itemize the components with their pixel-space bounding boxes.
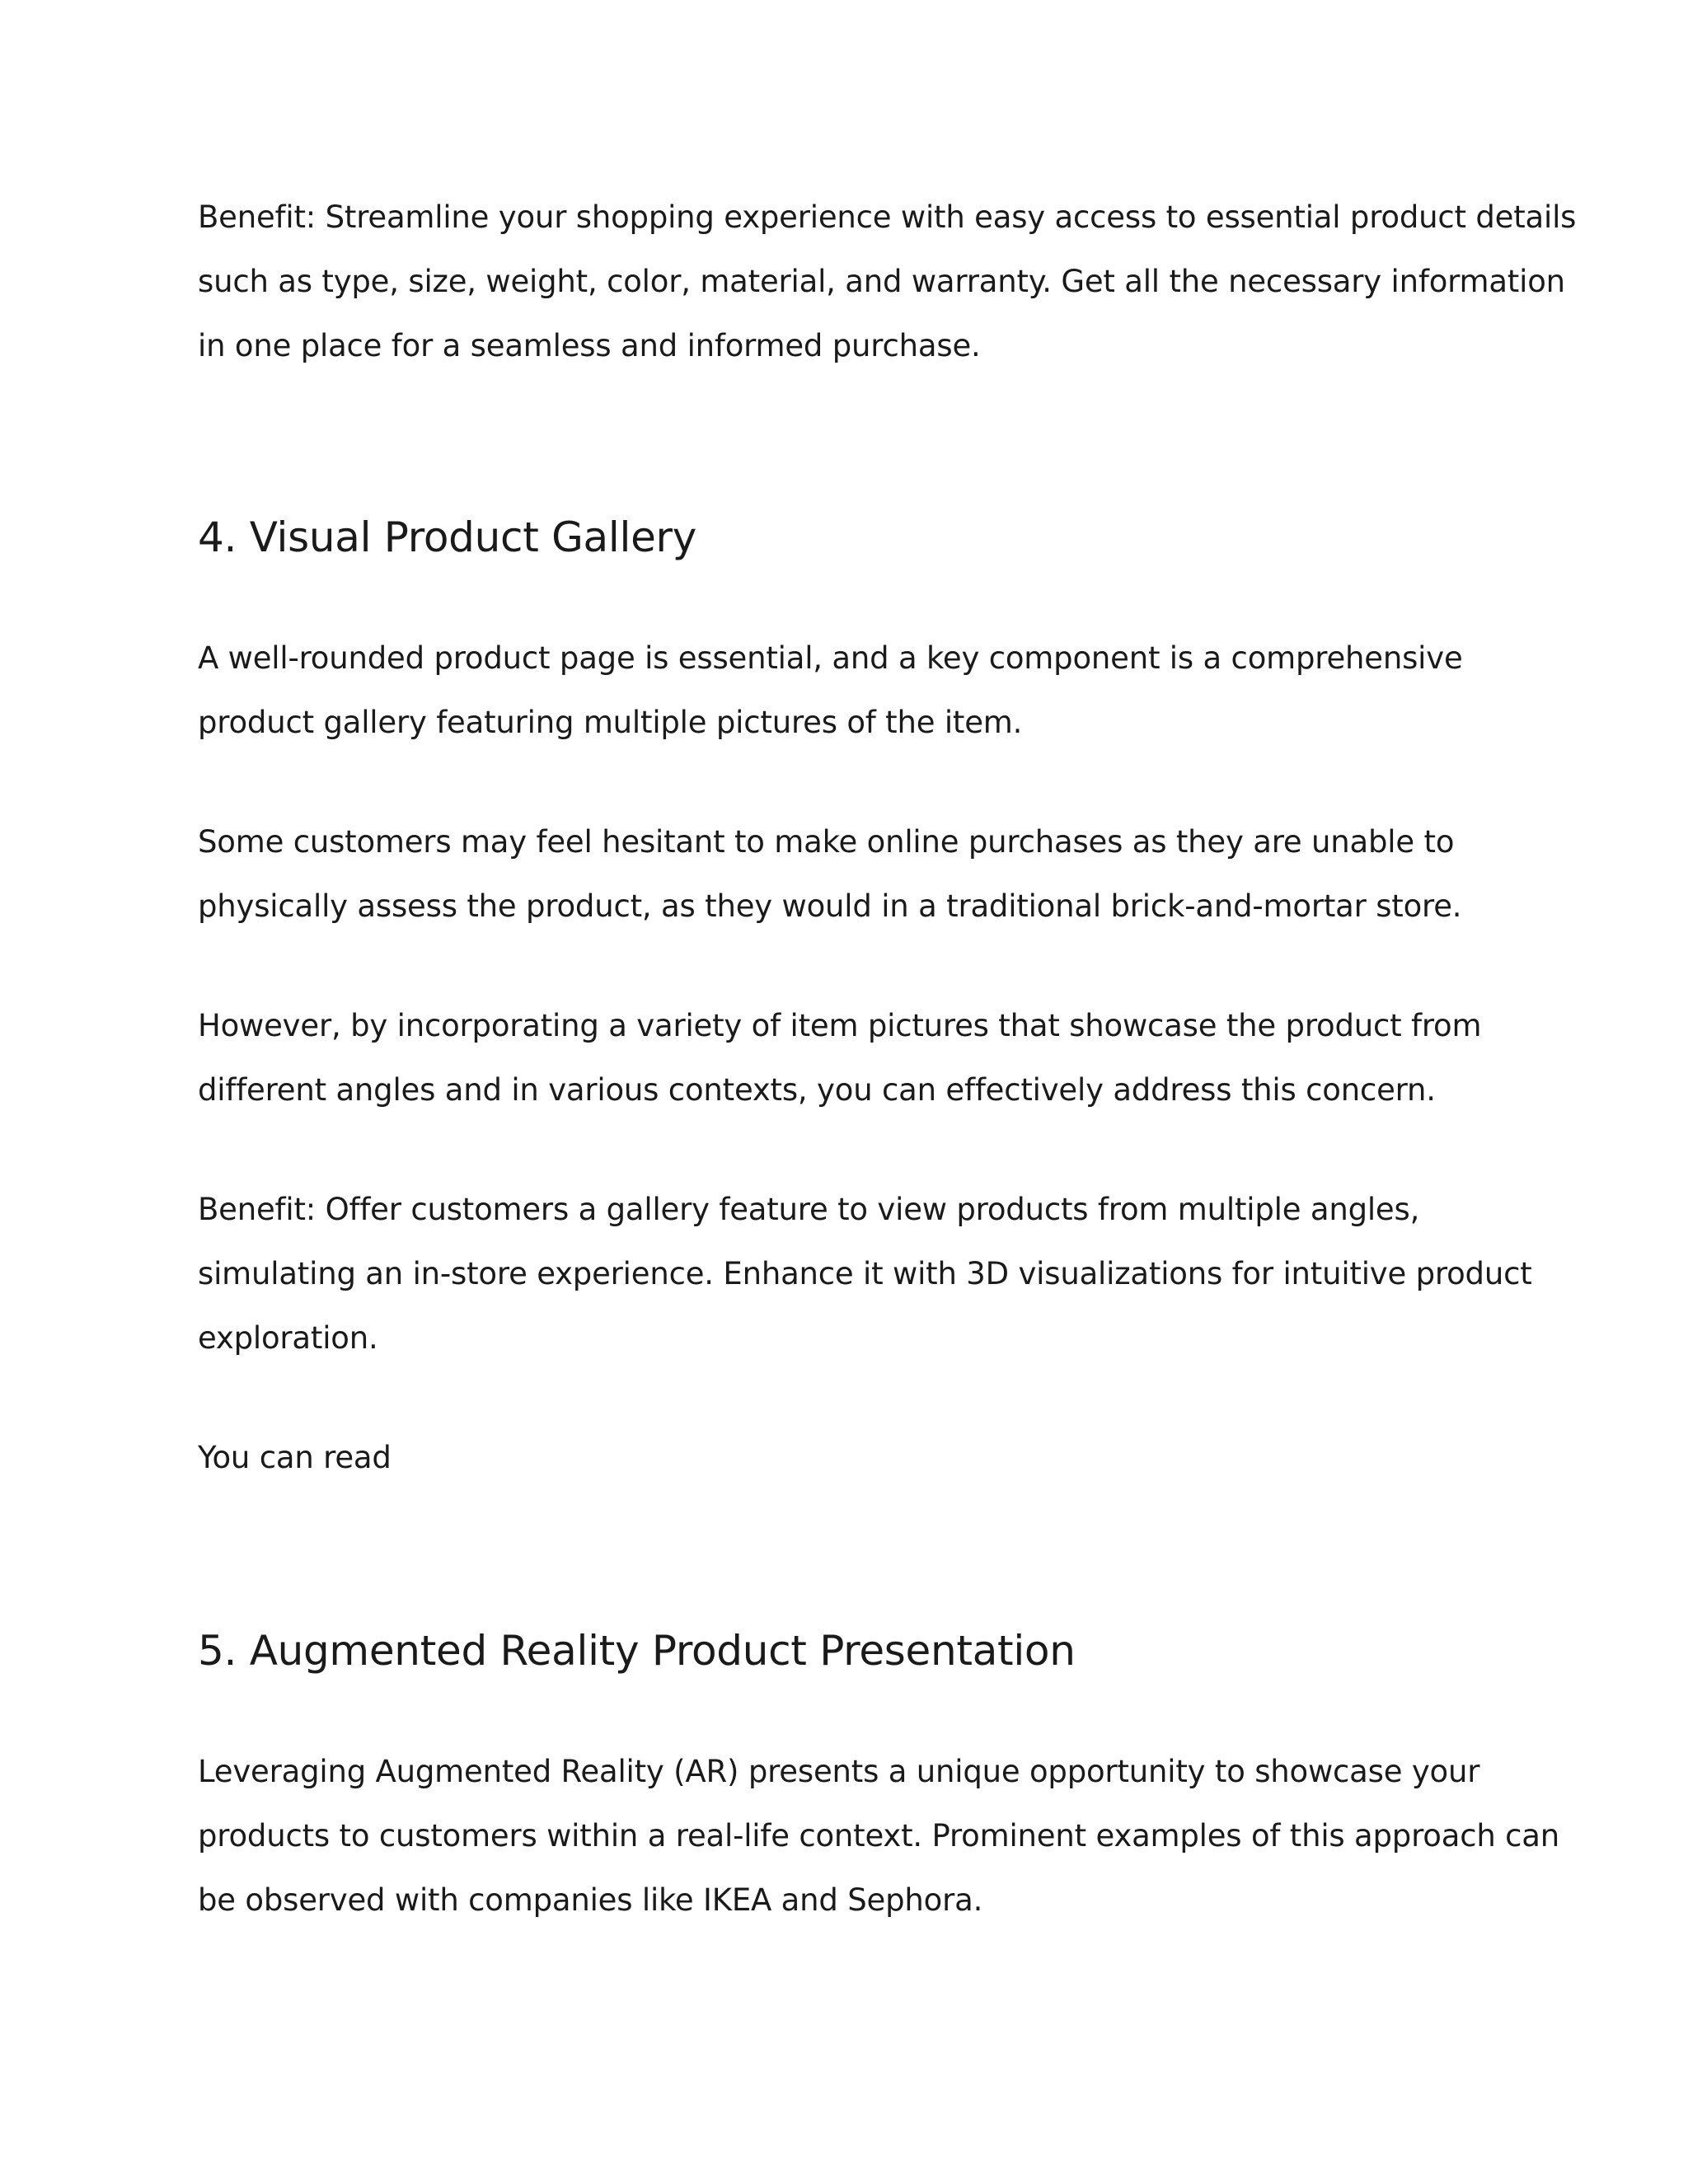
you-can-read-paragraph: [198, 1426, 1517, 1490]
text-line: be observed with companies like IKEA and Sephora.: [198, 1882, 983, 1918]
text-line: exploration.: [198, 1320, 378, 1356]
gallery-benefit-paragraph: [198, 1178, 1532, 1371]
text-line: physically assess the product, as they would in a traditional brick-and-mortar store.: [198, 888, 1462, 924]
text-line: in one place for a seamless and informed purchase.: [198, 328, 981, 363]
section-heading-visual-product-gallery: 4. Visual Product Gallery: [198, 513, 697, 561]
text-line: Benefit: Offer customers a gallery feature to view products from multiple angles,: [198, 1192, 1420, 1227]
section-heading-augmented-reality: 5. Augmented Reality Product Presentation: [198, 1627, 1076, 1675]
variety-pictures-paragraph: [198, 994, 1517, 1122]
text-line: Some customers may feel hesitant to make online purchases as they are unable to: [198, 824, 1455, 860]
text-line: such as type, size, weight, color, material, and warranty. Get all the necessary information: [198, 264, 1565, 299]
text-line: product gallery featuring multiple pictures of the item.: [198, 705, 1023, 740]
customer-hesitation-paragraph: [198, 810, 1517, 939]
text-line: You can read: [198, 1440, 392, 1475]
text-line: A well-rounded product page is essential, and a key component is a comprehensive: [198, 640, 1463, 676]
text-line: However, by incorporating a variety of item pictures that showcase the product from: [198, 1008, 1482, 1043]
ar-intro-paragraph: [198, 1740, 1560, 1933]
text-line: Leveraging Augmented Reality (AR) presents a unique opportunity to showcase your: [198, 1754, 1480, 1789]
benefit-paragraph: [198, 185, 1577, 378]
text-line: different angles and in various contexts, you can effectively address this concern.: [198, 1072, 1436, 1108]
text-line: Benefit: Streamline your shopping experience with easy access to essential product details: [198, 199, 1577, 235]
text-line: products to customers within a real-life context. Prominent examples of this approach can: [198, 1818, 1560, 1854]
gallery-intro-paragraph: [198, 626, 1517, 755]
text-line: simulating an in-store experience. Enhance it with 3D visualizations for intuitive product: [198, 1256, 1532, 1291]
